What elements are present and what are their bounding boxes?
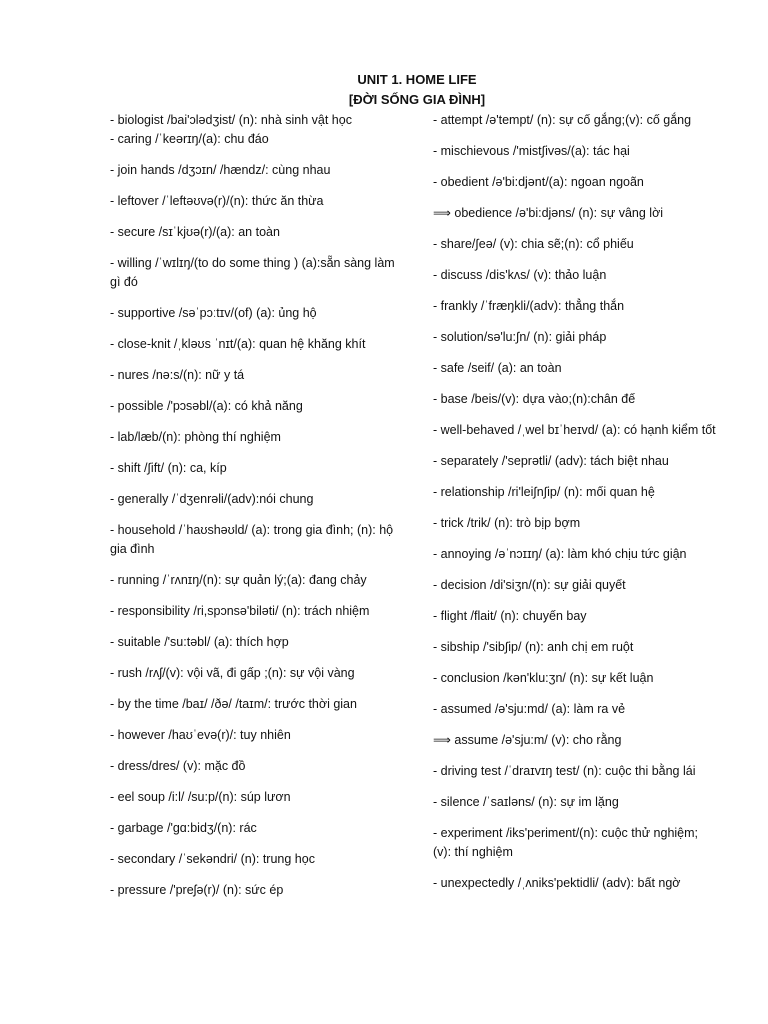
vocab-entry: - flight /flait/ (n): chuyến bay — [433, 609, 587, 623]
vocab-entry: - secure /sɪˈkjʊə(r)/(a): an toàn — [110, 225, 280, 239]
vocab-entry: - by the time /baɪ/ /ðə/ /taɪm/: trước thời gian — [110, 697, 357, 711]
vocab-entry: - biologist /bai'ɔlədʒist/ (n): nhà sinh vật học — [110, 113, 352, 127]
vocab-entry: - household /ˈhaʊshəʊld/ (a): trong gia đình; (n): hộ gia đình — [110, 523, 394, 556]
vocab-entry: - garbage /'gɑ:bidʒ/(n): rác — [110, 821, 257, 835]
vocab-entry: - well-behaved /ˌwel bɪˈheɪvd/ (a): có hạnh kiểm tốt — [433, 423, 716, 437]
vocab-entry: - separately /'seprətli/ (adv): tách biệt nhau — [433, 454, 669, 468]
vocab-entry: - rush /rʌʃ/(v): vội vã, đi gấp ;(n): sự vội vàng — [110, 666, 355, 680]
vocabulary-column-right — [433, 111, 718, 905]
vocab-entry: - responsibility /ri,spɔnsə'biləti/ (n): trách nhiệm — [110, 604, 370, 618]
vocab-entry: - trick /trik/ (n): trò bịp bợm — [433, 516, 581, 530]
unit-title-english: UNIT 1. HOME LIFE — [357, 72, 477, 87]
unit-title — [0, 70, 768, 110]
vocab-entry: - close-knit /ˌkləʊs ˈnɪt/(a): quan hệ khăng khít — [110, 337, 366, 351]
vocab-entry: - relationship /ri'lei∫n∫ip/ (n): mối quan hệ — [433, 485, 655, 499]
vocab-entry: - share/∫eə/ (v): chia sẽ;(n): cổ phiếu — [433, 237, 634, 251]
vocab-entry: - willing /ˈwɪlɪŋ/(to do some thing ) (a):sẵn sàng làm gì đó — [110, 256, 395, 289]
vocab-entry: - driving test /ˈdraɪvɪŋ test/ (n): cuộc thi bằng lái — [433, 764, 696, 778]
vocab-entry: - obedient /ə'bi:djənt/(a): ngoan ngoãn — [433, 175, 644, 189]
vocab-entry: - unexpectedly /ˌʌniks'pektidli/ (adv): bất ngờ — [433, 876, 681, 890]
vocab-entry: - frankly /ˈfræŋkli/(adv): thẳng thắn — [433, 299, 625, 313]
vocab-entry: - silence /ˈsaɪləns/ (n): sự im lặng — [433, 795, 619, 809]
vocab-entry: - caring /ˈkeərɪŋ/(a): chu đáo — [110, 132, 269, 146]
vocab-entry: ⟹ obedience /ə'bi:djəns/ (n): sự vâng lời — [433, 206, 664, 220]
vocab-entry: - sibship /'sib∫ip/ (n): anh chị em ruột — [433, 640, 634, 654]
vocab-entry: - attempt /ə'tempt/ (n): sự cố gắng;(v): cố gắng — [433, 113, 692, 127]
vocab-entry: - pressure /'preʃə(r)/ (n): sức ép — [110, 883, 284, 897]
unit-title-vietnamese: [ĐỜI SỐNG GIA ĐÌNH] — [348, 92, 486, 107]
vocab-entry: - annoying /əˈnɔɪɪŋ/ (a): làm khó chịu tức giận — [433, 547, 687, 561]
vocab-entry: - lab/læb/(n): phòng thí nghiệm — [110, 430, 281, 444]
vocab-entry: - mischievous /'mist∫ivəs/(a): tác hại — [433, 144, 630, 158]
vocab-entry: - experiment /iks'periment/(n): cuộc thử nghiệm; (v): thí nghiệm — [433, 826, 699, 859]
vocab-entry: - decision /di'siʒn/(n): sự giải quyết — [433, 578, 626, 592]
vocab-entry: - possible /'pɔsəbl/(a): có khả năng — [110, 399, 303, 413]
vocab-entry: - eel soup /i:l/ /su:p/(n): súp lươn — [110, 790, 291, 804]
vocab-entry: - solution/sə'lu:∫n/ (n): giải pháp — [433, 330, 607, 344]
vocab-entry: - however /haʊˈevə(r)/: tuy nhiên — [110, 728, 291, 742]
vocab-entry: - secondary /ˈsekəndri/ (n): trung học — [110, 852, 315, 866]
vocab-entry: - discuss /dis'kʌs/ (v): thảo luận — [433, 268, 607, 282]
vocab-entry: - conclusion /kən'klu:ʒn/ (n): sự kết luận — [433, 671, 654, 685]
vocab-entry: - shift /∫ift/ (n): ca, kíp — [110, 461, 227, 475]
vocab-entry: ⟹ assume /ə'sju:m/ (v): cho rằng — [433, 733, 622, 747]
vocab-entry: - running /ˈrʌnɪŋ/(n): sự quản lý;(a): đang chảy — [110, 573, 367, 587]
vocab-entry: - leftover /ˈleftəʊvə(r)/(n): thức ăn thừa — [110, 194, 324, 208]
vocab-entry: - base /beis/(v): dựa vào;(n):chân đế — [433, 392, 636, 406]
vocab-entry: - supportive /səˈpɔːtɪv/(of) (a): ủng hộ — [110, 306, 317, 320]
vocab-entry: - suitable /'su:təbl/ (a): thích hợp — [110, 635, 289, 649]
vocab-entry: - join hands /dʒɔɪn/ /hændz/: cùng nhau — [110, 163, 331, 177]
vocab-entry: - safe /seif/ (a): an toàn — [433, 361, 562, 375]
vocab-entry: - dress/dres/ (v): mặc đồ — [110, 759, 246, 773]
vocab-entry: - nures /nə:s/(n): nữ y tá — [110, 368, 245, 382]
vocab-entry: - assumed /ə'sju:md/ (a): làm ra vẻ — [433, 702, 626, 716]
vocab-entry: - generally /ˈdʒenrəli/(adv):nói chung — [110, 492, 314, 506]
vocabulary-column-left — [110, 111, 406, 912]
